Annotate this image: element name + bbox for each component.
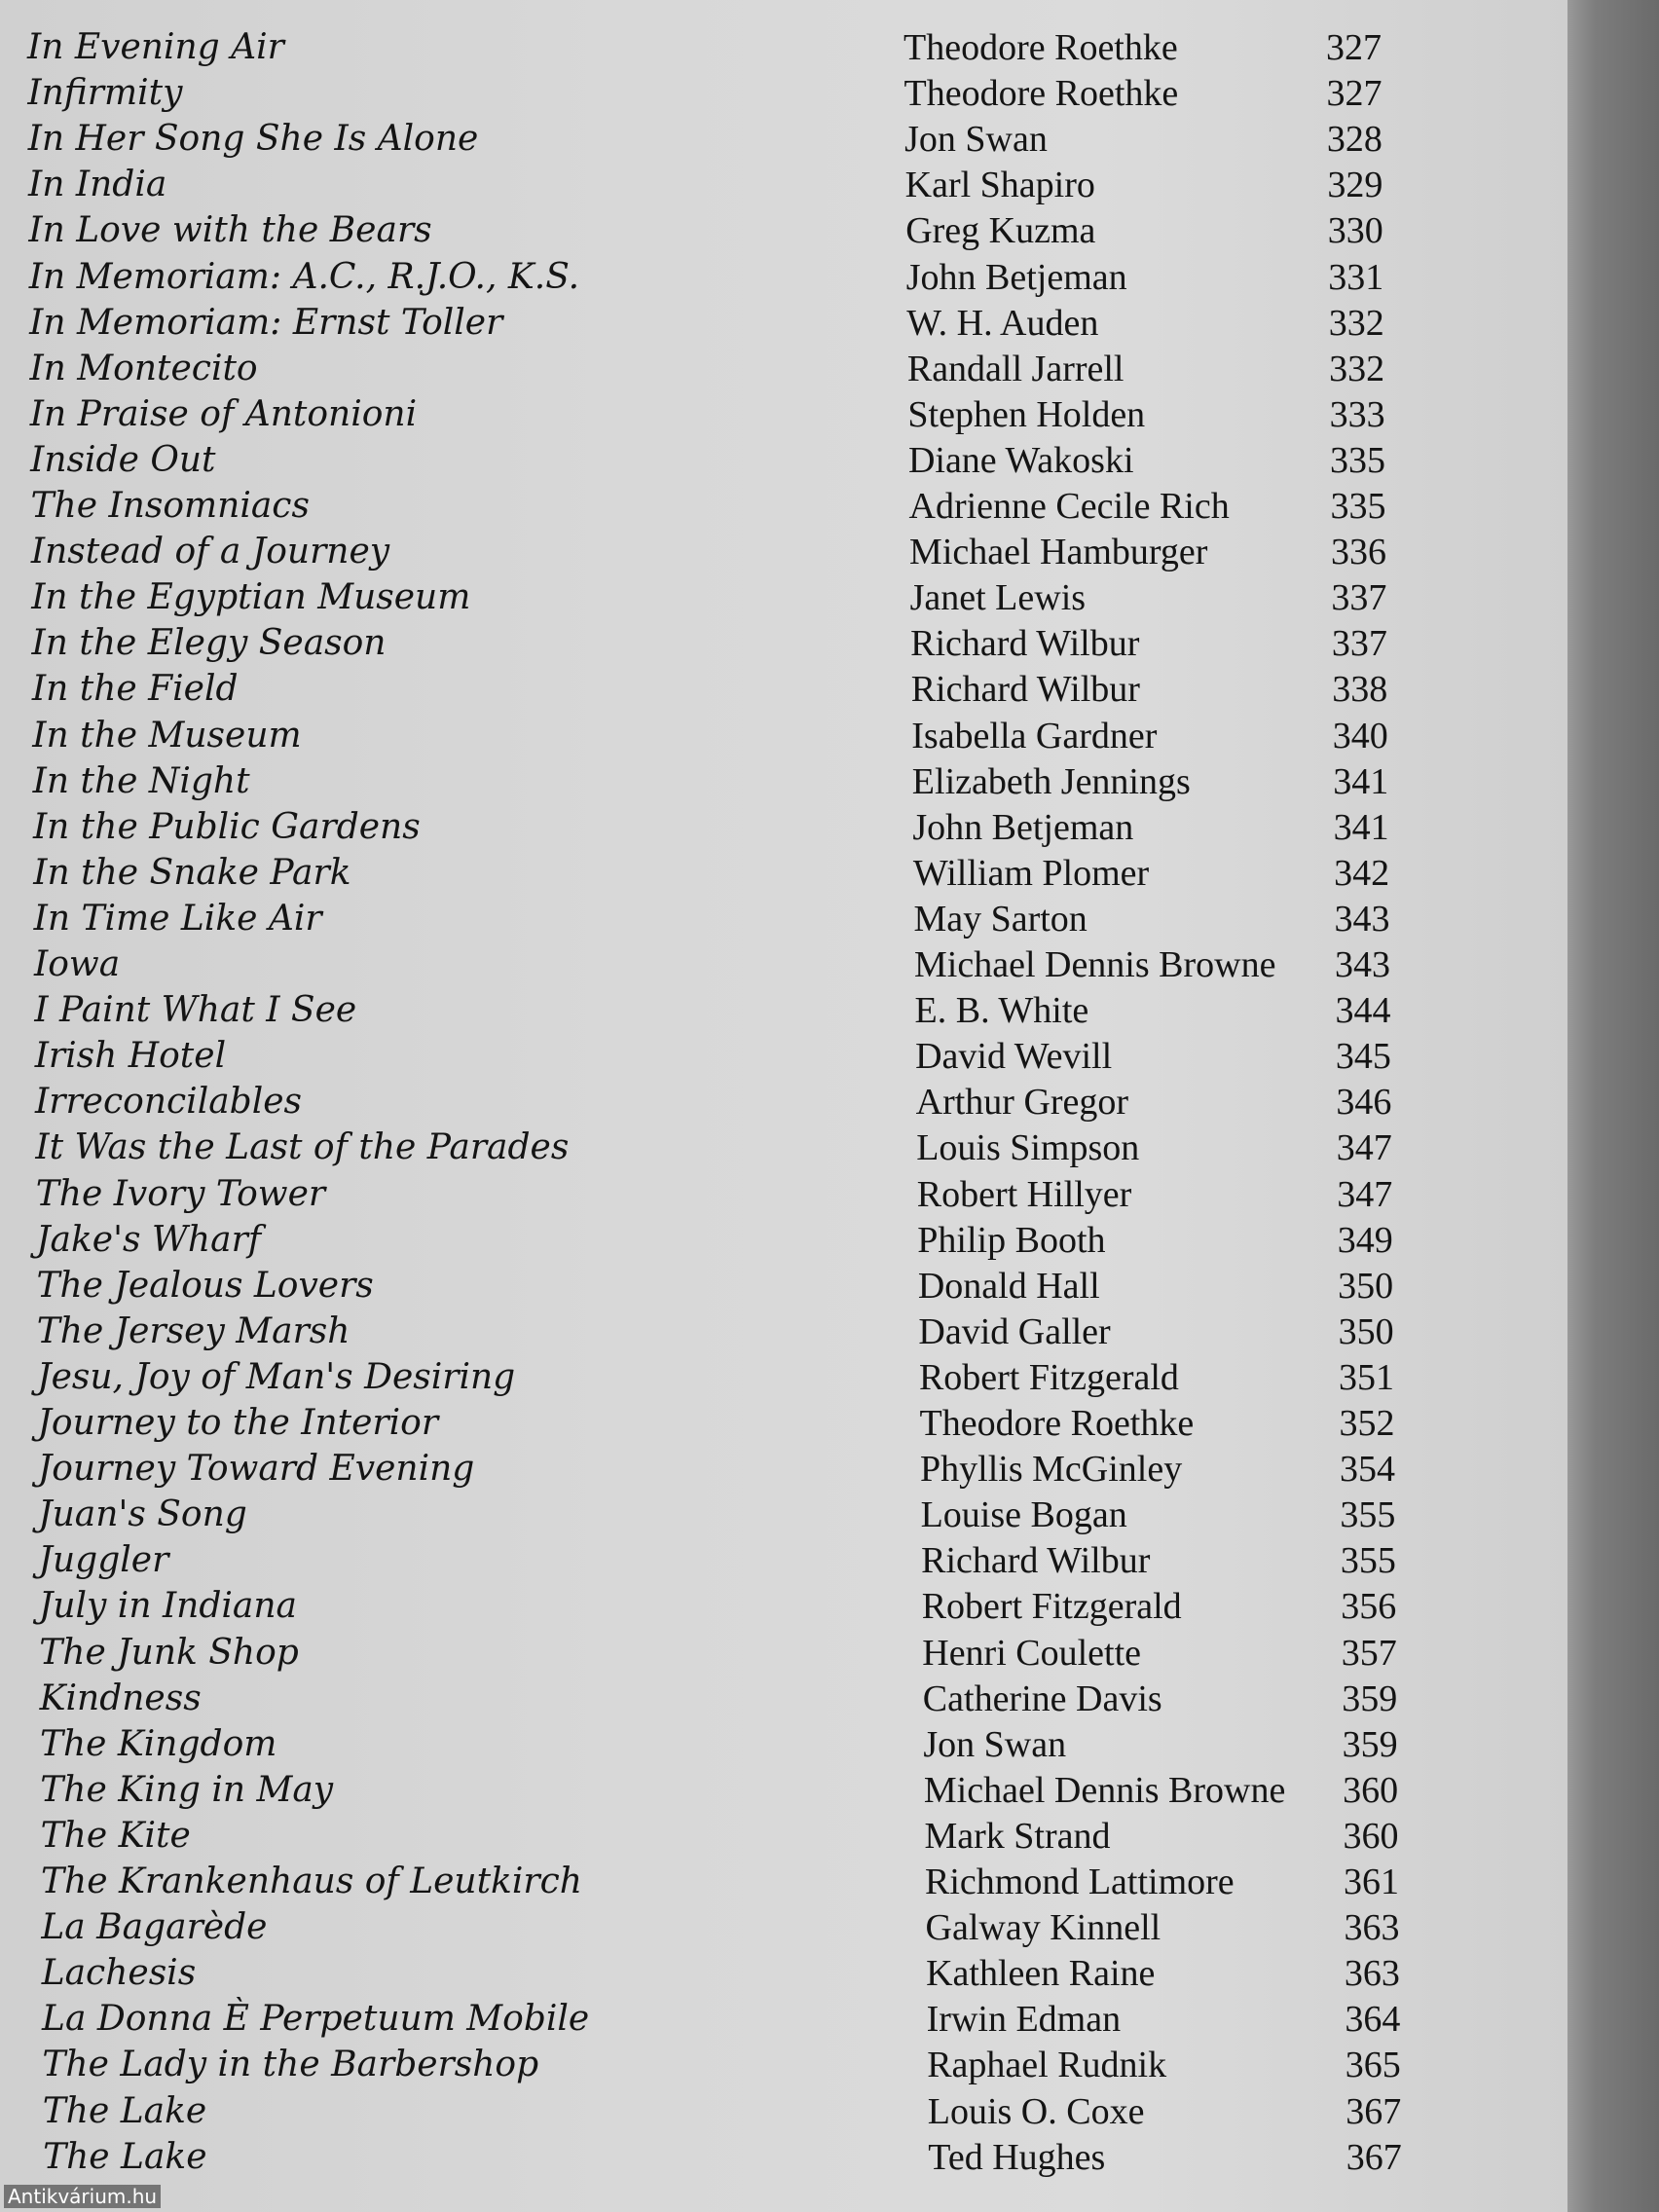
poem-title: In Memoriam: Ernst Toller <box>29 302 503 343</box>
page-number: 335 <box>1330 486 1386 527</box>
poem-title: The Lady in the Barbershop <box>42 2045 539 2085</box>
poem-title: The Ivory Tower <box>35 1173 326 1214</box>
poet-name: Mark Strand <box>924 1815 1111 1857</box>
index-row <box>0 2043 1567 2087</box>
index-row <box>0 988 1567 1033</box>
poem-title: La Bagarède <box>41 1907 268 1948</box>
page-number: 363 <box>1344 1907 1400 1949</box>
poem-title: The Krankenhaus of Leutkirch <box>41 1862 582 1901</box>
page-number: 347 <box>1337 1173 1393 1215</box>
index-row <box>0 897 1567 941</box>
poem-title: In the Night <box>32 760 250 801</box>
poem-title: July in Indiana <box>38 1586 298 1627</box>
page-number: 351 <box>1339 1356 1395 1398</box>
index-row <box>0 851 1567 896</box>
index-row <box>0 1997 1567 2042</box>
poet-name: Diane Wakoski <box>907 439 1134 481</box>
poem-title: The Jealous Lovers <box>36 1265 374 1306</box>
index-row <box>0 1034 1567 1079</box>
page-number: 360 <box>1343 1815 1399 1857</box>
index-row <box>0 1125 1567 1170</box>
page-number: 347 <box>1336 1127 1392 1169</box>
poem-title: In the Snake Park <box>33 852 351 893</box>
poem-title: In the Egyptian Museum <box>31 577 471 618</box>
poem-title: The Insomniacs <box>30 486 310 526</box>
page-number: 364 <box>1345 1999 1401 2041</box>
poet-name: Theodore Roethke <box>903 27 1178 68</box>
poet-name: Louise Bogan <box>920 1494 1127 1536</box>
poem-title: Journey Toward Evening <box>37 1449 475 1490</box>
page-number: 345 <box>1335 1036 1391 1078</box>
poem-title: The Kite <box>40 1815 191 1856</box>
poet-name: David Galler <box>918 1310 1111 1352</box>
poet-name: Arthur Gregor <box>915 1082 1129 1124</box>
index-row <box>0 667 1567 712</box>
page-number: 336 <box>1330 532 1386 573</box>
page-number: 332 <box>1329 348 1385 389</box>
poet-name: Randall Jarrell <box>906 348 1124 389</box>
index-row <box>0 1677 1567 1721</box>
poet-name: Richmond Lattimore <box>925 1862 1235 1902</box>
index-row <box>0 942 1567 987</box>
page-number: 343 <box>1334 898 1390 940</box>
index-row <box>0 1218 1567 1263</box>
index-row <box>0 1401 1567 1446</box>
index-row <box>0 392 1567 437</box>
page-number: 331 <box>1328 256 1384 298</box>
page-number: 359 <box>1342 1677 1398 1719</box>
page-number: 333 <box>1329 393 1385 435</box>
poet-name: Richard Wilbur <box>910 669 1140 711</box>
index-row <box>0 1493 1567 1537</box>
page-number: 343 <box>1335 944 1390 985</box>
poet-name: Henri Coulette <box>922 1632 1142 1674</box>
page-number: 327 <box>1326 27 1382 68</box>
index-row <box>0 1080 1567 1124</box>
poet-name: Elizabeth Jennings <box>911 760 1191 802</box>
poem-title: In Memoriam: A.C., R.J.O., K.S. <box>28 256 580 297</box>
page-number: 332 <box>1328 302 1384 344</box>
poet-name: Stephen Holden <box>907 393 1146 435</box>
poem-title: Journey to the Interior <box>37 1403 439 1443</box>
watermark: Antikvárium.hu <box>4 2185 161 2208</box>
poet-name: Catherine Davis <box>922 1677 1162 1719</box>
index-row <box>0 347 1567 391</box>
page-edge-shadow <box>1567 0 1659 2212</box>
page-number: 356 <box>1341 1586 1397 1628</box>
poem-title: The Lake <box>43 2136 207 2177</box>
poem-title: The Junk Shop <box>39 1632 299 1673</box>
index-row <box>0 1905 1567 1950</box>
page-number: 367 <box>1346 2090 1402 2132</box>
poet-name: Karl Shapiro <box>904 165 1095 206</box>
page-number: 361 <box>1344 1862 1399 1902</box>
poet-name: Ted Hughes <box>928 2136 1106 2178</box>
poem-title: Instead of a Journey <box>30 532 390 572</box>
page-number: 363 <box>1344 1953 1400 1995</box>
index-row <box>0 1355 1567 1400</box>
poet-name: Louis O. Coxe <box>927 2090 1145 2132</box>
poet-name: Donald Hall <box>917 1265 1100 1307</box>
page-number: 360 <box>1343 1769 1399 1811</box>
page-number: 340 <box>1332 715 1388 756</box>
poem-title: In India <box>28 165 167 205</box>
index-row <box>0 1631 1567 1676</box>
page-number: 346 <box>1336 1082 1392 1124</box>
page-number: 355 <box>1340 1540 1396 1582</box>
page-number: 330 <box>1327 210 1383 252</box>
poet-name: William Plomer <box>912 852 1150 894</box>
page-number: 341 <box>1333 806 1389 848</box>
poem-title: In Montecito <box>29 348 258 388</box>
page-number: 350 <box>1338 1265 1394 1307</box>
page-number: 337 <box>1331 577 1387 619</box>
poet-name: Louis Simpson <box>916 1127 1140 1169</box>
page-number: 327 <box>1326 73 1382 115</box>
index-row <box>0 1860 1567 1904</box>
index-row <box>0 621 1567 666</box>
index-row <box>0 1538 1567 1583</box>
index-row <box>0 1814 1567 1859</box>
poet-name: Kathleen Raine <box>926 1953 1156 1995</box>
page-number: 329 <box>1327 165 1383 206</box>
poet-name: Robert Fitzgerald <box>918 1356 1179 1398</box>
poem-title: In the Public Gardens <box>32 806 421 847</box>
poem-title: In Praise of Antonioni <box>29 393 418 434</box>
poet-name: Theodore Roethke <box>919 1403 1195 1444</box>
page-number: 350 <box>1338 1310 1394 1352</box>
poem-title: Kindness <box>39 1677 202 1718</box>
index-row <box>0 484 1567 529</box>
poet-name: Phyllis McGinley <box>920 1449 1183 1491</box>
page-number: 341 <box>1333 760 1389 802</box>
index-row <box>0 1768 1567 1813</box>
page-number: 349 <box>1337 1219 1393 1261</box>
poem-title: I Paint What I See <box>34 990 357 1031</box>
poet-name: Michael Dennis Browne <box>914 944 1276 985</box>
poem-title: Infirmity <box>27 73 183 114</box>
page-number: 365 <box>1345 2045 1401 2086</box>
page-number: 335 <box>1330 439 1386 481</box>
poem-title: In the Elegy Season <box>31 623 387 664</box>
poem-title: Juan's Song <box>38 1494 247 1535</box>
poet-name: Robert Hillyer <box>916 1173 1132 1215</box>
poet-name: John Betjeman <box>912 806 1134 848</box>
page-number: 354 <box>1339 1449 1395 1491</box>
page-number: 337 <box>1331 623 1387 665</box>
poem-title: The King in May <box>40 1769 334 1810</box>
index-row <box>0 1722 1567 1767</box>
poem-title: In Love with the Bears <box>28 210 432 251</box>
poem-title: Jake's Wharf <box>36 1219 262 1260</box>
page-number: 342 <box>1334 852 1390 894</box>
poem-title: The Lake <box>42 2090 207 2131</box>
poet-name: Richard Wilbur <box>910 623 1140 665</box>
poet-name: Michael Hamburger <box>909 532 1208 573</box>
poem-title: Inside Out <box>30 439 216 480</box>
index-row <box>0 805 1567 850</box>
page-number: 357 <box>1341 1632 1397 1674</box>
index-row <box>0 530 1567 574</box>
poem-title: Juggler <box>38 1540 169 1581</box>
index-row <box>0 1447 1567 1492</box>
index-row <box>0 2135 1567 2180</box>
poet-name: Richard Wilbur <box>921 1540 1151 1582</box>
poem-title: The Jersey Marsh <box>36 1310 350 1351</box>
index-row <box>0 255 1567 300</box>
poet-name: W. H. Auden <box>906 302 1099 344</box>
poem-title: Irish Hotel <box>34 1036 227 1077</box>
poet-name: May Sarton <box>913 898 1088 940</box>
index-row <box>0 1584 1567 1629</box>
poet-name: Galway Kinnell <box>925 1907 1161 1949</box>
index-row <box>0 1172 1567 1217</box>
page-number: 344 <box>1335 990 1391 1032</box>
poet-name: E. B. White <box>914 990 1089 1032</box>
poem-title: It Was the Last of the Parades <box>35 1127 570 1168</box>
poet-name: Jon Swan <box>904 119 1048 161</box>
poem-title: Lachesis <box>41 1953 197 1994</box>
page-number: 355 <box>1340 1494 1396 1536</box>
index-row <box>0 208 1567 253</box>
poet-name: Janet Lewis <box>909 577 1087 619</box>
index-row <box>0 163 1567 207</box>
poet-name: John Betjeman <box>905 256 1127 298</box>
index-row <box>0 759 1567 804</box>
poet-name: Raphael Rudnik <box>927 2045 1167 2086</box>
poet-name: David Wevill <box>915 1036 1113 1078</box>
poem-title: In the Field <box>31 669 239 710</box>
poet-name: Adrienne Cecile Rich <box>908 486 1230 527</box>
poet-name: Theodore Roethke <box>903 73 1179 115</box>
poem-title: The Kingdom <box>39 1723 277 1764</box>
poet-name: Philip Booth <box>917 1219 1106 1261</box>
poet-name: Michael Dennis Browne <box>923 1769 1286 1811</box>
index-row <box>0 1309 1567 1354</box>
index-row <box>0 1264 1567 1309</box>
poem-title: In Evening Air <box>27 27 284 67</box>
index-row <box>0 301 1567 346</box>
poet-name: Robert Fitzgerald <box>921 1586 1182 1628</box>
poem-title: Iowa <box>34 944 121 984</box>
poet-name: Greg Kuzma <box>905 210 1096 252</box>
poem-title: Irreconcilables <box>35 1082 303 1123</box>
index-row <box>0 1951 1567 1996</box>
index-row <box>0 25 1567 70</box>
index-row <box>0 117 1567 162</box>
page-number: 338 <box>1332 669 1388 711</box>
poem-title: In Her Song She Is Alone <box>27 119 479 160</box>
index-row <box>0 438 1567 483</box>
poet-name: Isabella Gardner <box>911 715 1158 756</box>
index-row <box>0 714 1567 758</box>
page-number: 359 <box>1342 1723 1398 1765</box>
page-number: 328 <box>1326 119 1382 161</box>
poem-title: In the Museum <box>32 715 302 756</box>
index-row <box>0 2089 1567 2134</box>
index-row <box>0 575 1567 620</box>
poem-title: Jesu, Joy of Man's Desiring <box>37 1356 516 1397</box>
page-number: 352 <box>1339 1403 1395 1444</box>
poem-title: La Donna È Perpetuum Mobile <box>42 1999 590 2040</box>
poet-name: Irwin Edman <box>926 1999 1122 2041</box>
page-number: 367 <box>1346 2136 1402 2178</box>
poet-name: Jon Swan <box>923 1723 1067 1765</box>
index-row <box>0 71 1567 116</box>
poem-title: In Time Like Air <box>33 898 322 939</box>
